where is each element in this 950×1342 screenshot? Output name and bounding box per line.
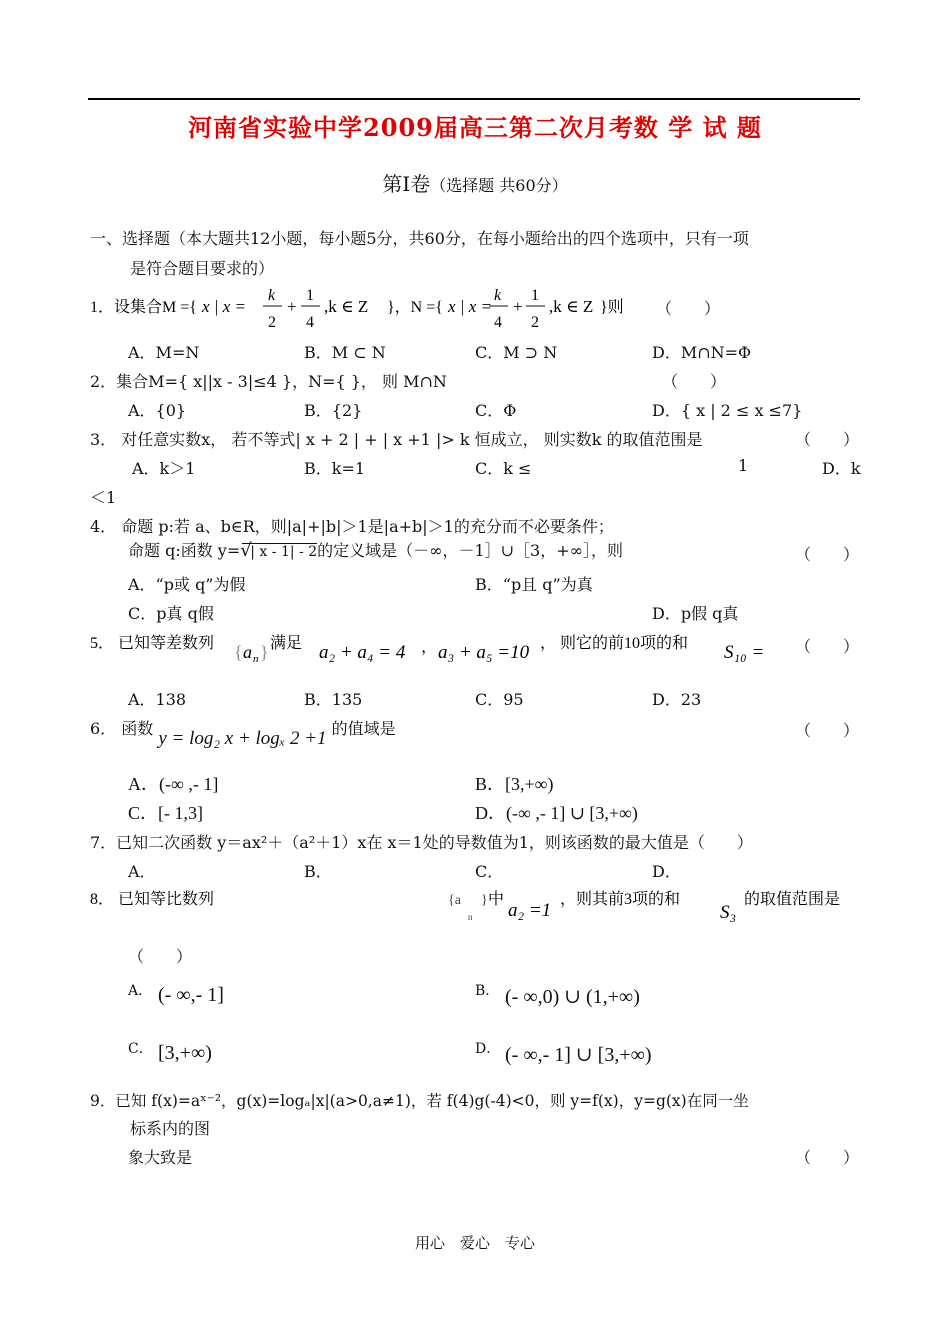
svg-text:+: + [287,297,297,316]
svg-text:1: 1 [531,287,539,304]
svg-text:n: n [253,653,259,665]
question-8-option-b-label[interactable]: B． [475,983,500,999]
question-1-option-c[interactable]: C．M ⊃ N [475,343,558,362]
question-1-stem [90,284,730,334]
svg-text:2: 2 [531,314,539,331]
question-8-answer-blank[interactable]: （ ） [128,947,193,966]
question-7-option-c[interactable]: C． [475,862,504,881]
question-6-option-d[interactable]: D．(-∞ ,- 1] ∪ [3,+∞) [475,803,638,823]
question-9-stem-line3: 象大致是 [128,1148,193,1167]
instructions-line2: 是符合题目要求的） [130,259,275,278]
svg-text:4: 4 [494,314,502,331]
svg-text:+: + [513,297,523,316]
svg-text:}: } [260,642,269,662]
question-6-function: y = log₂ x + logₓ 2 +1 [158,728,327,749]
question-1-option-a[interactable]: A．M=N [128,343,200,362]
svg-text:中: 中 [488,891,505,908]
question-6-answer-blank[interactable]: （ ） [795,721,860,740]
svg-text:，则其前3项的和: ，则其前3项的和 [560,891,681,908]
question-8-option-d[interactable]: (- ∞,- 1] ∪ [3,+∞) [505,1044,652,1066]
question-8-option-a[interactable]: (- ∞,- 1] [158,984,224,1006]
section-heading: 第Ⅰ卷（选择题 共60分） [382,172,568,196]
question-9-stem-line1: 9．已知 f(x)=aˣ⁻²，g(x)=logₐ|x|(a>0,a≠1)，若 f(4)g(-4)<0，则 y=f(x)，y=g(x)在同一坐 [90,1092,749,1110]
svg-text:x | x =: x | x = [448,297,492,316]
svg-text:S₃: S₃ [720,902,737,923]
question-8-stem [90,886,865,926]
question-2-option-d[interactable]: D．{ x | 2 ≤ x ≤7} [652,401,803,420]
question-4-option-a[interactable]: A．“p或 q”为假 [128,575,246,594]
question-3-answer-blank[interactable]: （ ） [795,430,860,449]
question-2-stem: 2．集合M={ x||x - 3|≤4 }，N={ }， 则 M∩N [90,372,447,391]
question-7-option-b[interactable]: B． [304,862,332,881]
svg-text:5． 已知等差数列: 5． 已知等差数列 [90,635,215,652]
exam-title: 河南省实验中学2009届高三第二次月考数 学 试 题 [188,113,762,142]
question-3-option-c-value: 1 [738,456,749,475]
svg-text:1: 1 [306,287,314,304]
question-6-option-c[interactable]: C．[- 1,3] [128,803,203,823]
question-4-stem-line2: 命题 q:函数 y= √ | x - 1| - 2的定义域是（－∞，－1］∪［3，+∞］，则 [128,540,623,561]
svg-text:， 则它的前10项的和: ， 则它的前10项的和 [540,635,689,652]
svg-text:,k ∈ Z: ,k ∈ Z [549,297,594,316]
question-1-option-d[interactable]: D．M∩N=Φ [652,343,752,362]
question-7-stem: 7．已知二次函数 y＝ax²＋（a²＋1）x在 x＝1处的导数值为1，则该函数的最大值是（ ） [90,833,753,852]
svg-text:}: } [481,893,488,908]
question-7-option-d[interactable]: D． [652,862,681,881]
question-4-option-d[interactable]: D．p假 q真 [652,604,739,623]
svg-text:k: k [494,287,502,304]
question-3-option-a[interactable]: A．k＞1 [132,459,196,478]
svg-text:,k ∈ Z: ,k ∈ Z [324,297,369,316]
question-3-stem: 3． 对任意实数x， 若不等式| x + 2 | + | x +1 |> k 恒成立， 则实数k 的取值范围是 [90,430,703,449]
question-2-answer-blank[interactable]: （ ） [662,372,727,391]
instructions-line1: 一、选择题（本大题共12小题，每小题5分，共60分，在每小题给出的四个选项中，只有一项 [90,229,749,248]
svg-text:x | x =: x | x = [202,297,246,316]
question-1-option-b[interactable]: B．M ⊂ N [304,343,386,362]
question-6-option-a[interactable]: A．(-∞ ,- 1] [128,774,219,794]
svg-text:8． 已知等比数列: 8． 已知等比数列 [90,891,215,908]
question-2-option-b[interactable]: B．{2} [304,401,363,420]
question-4-option-b[interactable]: B．“p且 q”为真 [475,575,593,594]
question-1-math [90,284,730,334]
question-5-option-c[interactable]: C．95 [475,690,524,709]
question-5-stem [90,630,790,670]
question-5-option-b[interactable]: B．135 [304,690,363,709]
page-footer: 用心 爱心 专心 [414,1234,535,1252]
svg-text:a₂ =1: a₂ =1 [508,900,552,921]
svg-text:n: n [468,912,473,922]
question-8-math [90,886,865,926]
question-6-stem: 6． 函数 y = log₂ x + logₓ 2 +1 的值域是 [90,719,396,749]
question-2-option-a[interactable]: A．{0} [128,401,187,420]
question-1-answer-blank[interactable]: （ ） [656,299,721,318]
svg-text:{a: {a [448,893,461,908]
svg-text:a₃ + a₅ =10: a₃ + a₅ =10 [438,642,530,663]
svg-text:4: 4 [306,314,314,331]
question-8-option-c-label[interactable]: C． [128,1041,153,1057]
svg-text:满足: 满足 [270,635,303,652]
question-4-stem-line1: 4． 命题 p:若 a、b∈R，则|a|+|b|＞1是|a+b|＞1的充分而不必要条件； [90,517,614,536]
question-3-option-c[interactable]: C．k ≤ [475,459,532,478]
question-7-option-a[interactable]: A． [128,862,156,881]
question-4-option-c[interactable]: C．p真 q假 [128,604,214,623]
question-3-option-d[interactable]: D．k [822,459,861,478]
question-5-option-d[interactable]: D．23 [652,690,702,709]
question-8-option-d-label[interactable]: D． [475,1041,501,1057]
svg-text:a: a [243,642,252,662]
header-rule [88,98,860,100]
svg-text:，: ， [421,639,438,656]
svg-text:S₁₀ =: S₁₀ = [724,642,765,663]
question-5-answer-blank[interactable]: （ ） [795,637,860,656]
svg-text:a₂ + a₄ = 4: a₂ + a₄ = 4 [319,642,406,663]
svg-text:1．设集合M ={: 1．设集合M ={ [90,299,197,316]
question-8-option-b[interactable]: (- ∞,0) ∪ (1,+∞) [505,986,640,1008]
svg-text:}则: }则 [600,299,624,316]
question-4-answer-blank[interactable]: （ ） [795,545,860,564]
question-8-option-a-label[interactable]: A． [128,983,153,999]
question-5-math [90,630,790,670]
question-6-option-b[interactable]: B．[3,+∞) [475,774,554,794]
question-9-stem-line2: 标系内的图 [130,1119,211,1138]
question-2-option-c[interactable]: C．Φ [475,401,517,420]
svg-text:k: k [268,287,276,304]
question-3-option-d-value: ＜1 [90,488,117,507]
question-8-option-c[interactable]: [3,+∞) [158,1042,212,1064]
svg-text:}，N ={: }，N ={ [387,299,443,316]
svg-text:2: 2 [268,314,276,331]
question-9-answer-blank[interactable]: （ ） [795,1148,860,1167]
question-5-option-a[interactable]: A．138 [128,690,187,709]
svg-text:{: { [234,642,243,662]
svg-text:的取值范围是: 的取值范围是 [744,891,841,908]
question-3-option-b[interactable]: B．k=1 [304,459,366,478]
